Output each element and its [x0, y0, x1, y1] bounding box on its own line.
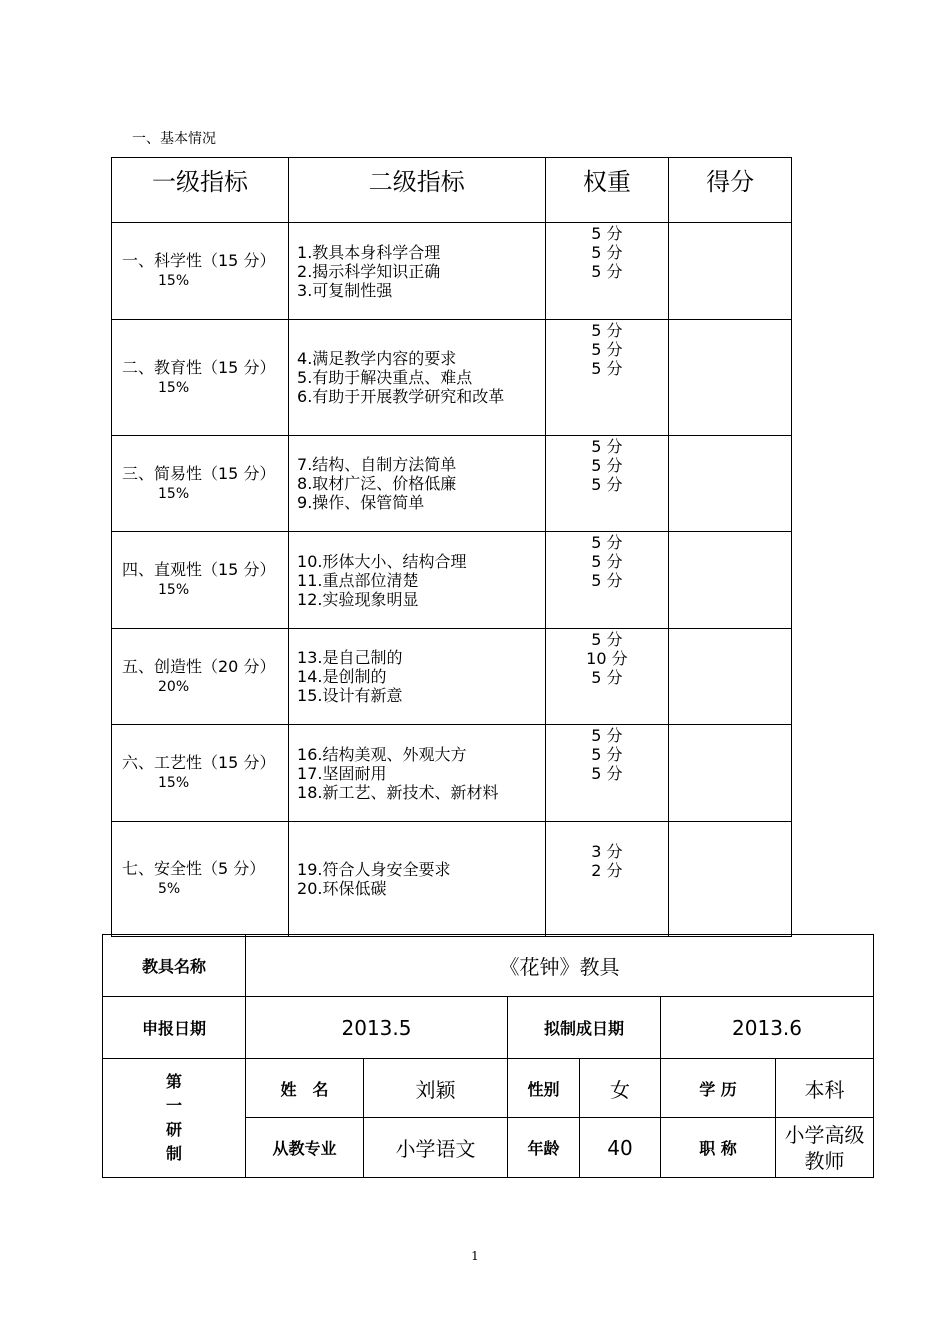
level2-indicator: 3.可复制性强 [297, 280, 393, 300]
level1-indicator-cell [112, 822, 289, 937]
weight-cell [545, 725, 669, 822]
level1-percentage: 15% [158, 582, 190, 598]
level2-indicator: 10.形体大小、结构合理 [297, 551, 467, 571]
level2-indicator: 18.新工艺、新技术、新材料 [297, 782, 499, 802]
education-value: 本科 [776, 1059, 874, 1118]
level1-indicator: 一、科学性（15 分） [122, 251, 276, 270]
level2-indicator: 8.取材广泛、价格低廉 [297, 474, 457, 493]
weight-value: 5 分 [591, 745, 623, 764]
level2-indicator: 13.是自己制的 [297, 648, 403, 667]
table-row [112, 532, 792, 629]
level2-indicator: 2.揭示科学知识正确 [297, 261, 441, 281]
level1-indicator: 七、安全性（5 分） [122, 859, 266, 878]
weight-value: 5 分 [591, 668, 623, 687]
weight-value: 5 分 [591, 571, 623, 590]
level2-indicator: 20.环保低碳 [297, 879, 387, 898]
section-heading: 一、基本情况 [132, 131, 216, 147]
weight-value: 5 分 [591, 533, 623, 552]
level2-indicator: 11.重点部位清楚 [297, 570, 419, 590]
weight-value: 5 分 [591, 243, 623, 262]
weight-cell [545, 629, 669, 725]
gender-label: 性别 [508, 1059, 580, 1118]
major-value: 小学语文 [364, 1118, 508, 1178]
teaching-aid-info-table [102, 934, 874, 1178]
level1-indicator-cell [112, 532, 289, 629]
level2-indicator: 19.符合人身安全要求 [297, 860, 451, 879]
weight-value: 5 分 [591, 552, 623, 571]
researcher-char: 一 [165, 1096, 182, 1115]
level1-indicator: 五、创造性（20 分） [122, 656, 276, 676]
weight-value: 5 分 [591, 359, 623, 378]
header-score: 得分 [669, 158, 792, 223]
level1-indicator-cell [112, 223, 289, 320]
weight-value: 5 分 [591, 224, 623, 243]
evaluation-table [111, 157, 792, 937]
level1-indicator-cell [112, 725, 289, 822]
weight-value: 5 分 [591, 321, 623, 340]
person-name-label: 姓 名 [246, 1059, 364, 1118]
level1-indicator: 四、直观性（15 分） [122, 560, 276, 579]
level1-indicator-cell [112, 629, 289, 725]
major-label: 从教专业 [246, 1118, 364, 1178]
level1-percentage: 15% [158, 485, 190, 502]
level1-indicator-cell [112, 320, 289, 436]
table-row [112, 436, 792, 532]
level2-indicator: 4.满足教学内容的要求 [297, 349, 457, 368]
level2-indicator: 7.结构、自制方法简单 [297, 455, 457, 474]
gender-value: 女 [580, 1059, 661, 1118]
level2-indicator: 16.结构美观、外观大方 [297, 744, 467, 764]
weight-value: 5 分 [591, 340, 623, 359]
level1-percentage: 15% [158, 379, 190, 396]
table-row [112, 725, 792, 822]
apply-date-label: 申报日期 [103, 997, 246, 1059]
level2-indicator: 6.有助于开展教学研究和改革 [297, 387, 505, 406]
weight-value: 5 分 [591, 475, 623, 494]
weight-cell [545, 320, 669, 436]
table-row [112, 320, 792, 436]
education-label: 学 历 [661, 1059, 776, 1118]
weight-value: 5 分 [591, 456, 623, 475]
table-row [112, 629, 792, 725]
score-cell[interactable] [669, 532, 792, 629]
weight-value: 5 分 [591, 437, 623, 456]
header-level2: 二级指标 [289, 158, 546, 223]
level2-indicator: 17.坚固耐用 [297, 763, 387, 783]
level2-indicator-cell [289, 629, 546, 725]
weight-value: 5 分 [591, 262, 623, 281]
age-label: 年龄 [508, 1118, 580, 1178]
level1-indicator: 三、简易性（15 分） [122, 463, 276, 483]
level1-percentage: 15% [158, 273, 190, 289]
level2-indicator-cell [289, 725, 546, 822]
score-cell[interactable] [669, 822, 792, 937]
page-number: 1 [471, 1249, 479, 1263]
level1-indicator: 二、教育性（15 分） [122, 357, 276, 377]
made-date-value: 2013.6 [661, 997, 874, 1059]
level2-indicator-cell [289, 532, 546, 629]
title-label: 职 称 [661, 1118, 776, 1178]
score-cell[interactable] [669, 320, 792, 436]
score-cell[interactable] [669, 725, 792, 822]
level2-indicator: 12.实验现象明显 [297, 589, 419, 609]
level2-indicator-cell [289, 822, 546, 937]
level2-indicator: 15.设计有新意 [297, 686, 403, 705]
level2-indicator: 9.操作、保管简单 [297, 493, 425, 512]
weight-value: 5 分 [591, 764, 623, 783]
level2-indicator-cell [289, 320, 546, 436]
age-value: 40 [580, 1118, 661, 1178]
level1-percentage: 15% [158, 775, 190, 791]
level2-indicator-cell [289, 436, 546, 532]
weight-cell [545, 822, 669, 937]
weight-cell [545, 436, 669, 532]
score-cell[interactable] [669, 436, 792, 532]
header-weight: 权重 [545, 158, 669, 223]
level2-indicator: 14.是创制的 [297, 667, 387, 686]
apply-date-value: 2013.5 [246, 997, 508, 1059]
level2-indicator-cell [289, 223, 546, 320]
table-row [112, 223, 792, 320]
level1-indicator: 六、工艺性（15 分） [122, 753, 276, 772]
level2-indicator: 5.有助于解决重点、难点 [297, 368, 473, 387]
header-level1: 一级指标 [112, 158, 289, 223]
weight-value: 2 分 [591, 861, 623, 880]
level1-indicator-cell [112, 436, 289, 532]
score-cell[interactable] [669, 223, 792, 320]
title-value: 小学高级教师 [776, 1118, 874, 1178]
weight-value: 5 分 [591, 726, 623, 745]
table-header-row [112, 158, 792, 223]
weight-value: 5 分 [591, 630, 623, 649]
score-cell[interactable] [669, 629, 792, 725]
name-value: 《花钟》教具 [246, 935, 874, 997]
level2-indicator: 1.教具本身科学合理 [297, 242, 441, 262]
level1-percentage: 5% [158, 881, 181, 897]
table-row [112, 822, 792, 937]
researcher-char: 制 [165, 1144, 182, 1163]
researcher-char: 第 [165, 1072, 182, 1091]
level1-percentage: 20% [158, 678, 190, 695]
weight-cell [545, 532, 669, 629]
weight-value: 3 分 [591, 842, 623, 861]
made-date-label: 拟制成日期 [508, 997, 661, 1059]
researcher-char: 研 [165, 1120, 182, 1139]
weight-value: 10 分 [586, 649, 628, 668]
person-name-value: 刘颖 [364, 1059, 508, 1118]
first-researcher-label [103, 1059, 246, 1178]
weight-cell [545, 223, 669, 320]
name-label: 教具名称 [103, 935, 246, 997]
